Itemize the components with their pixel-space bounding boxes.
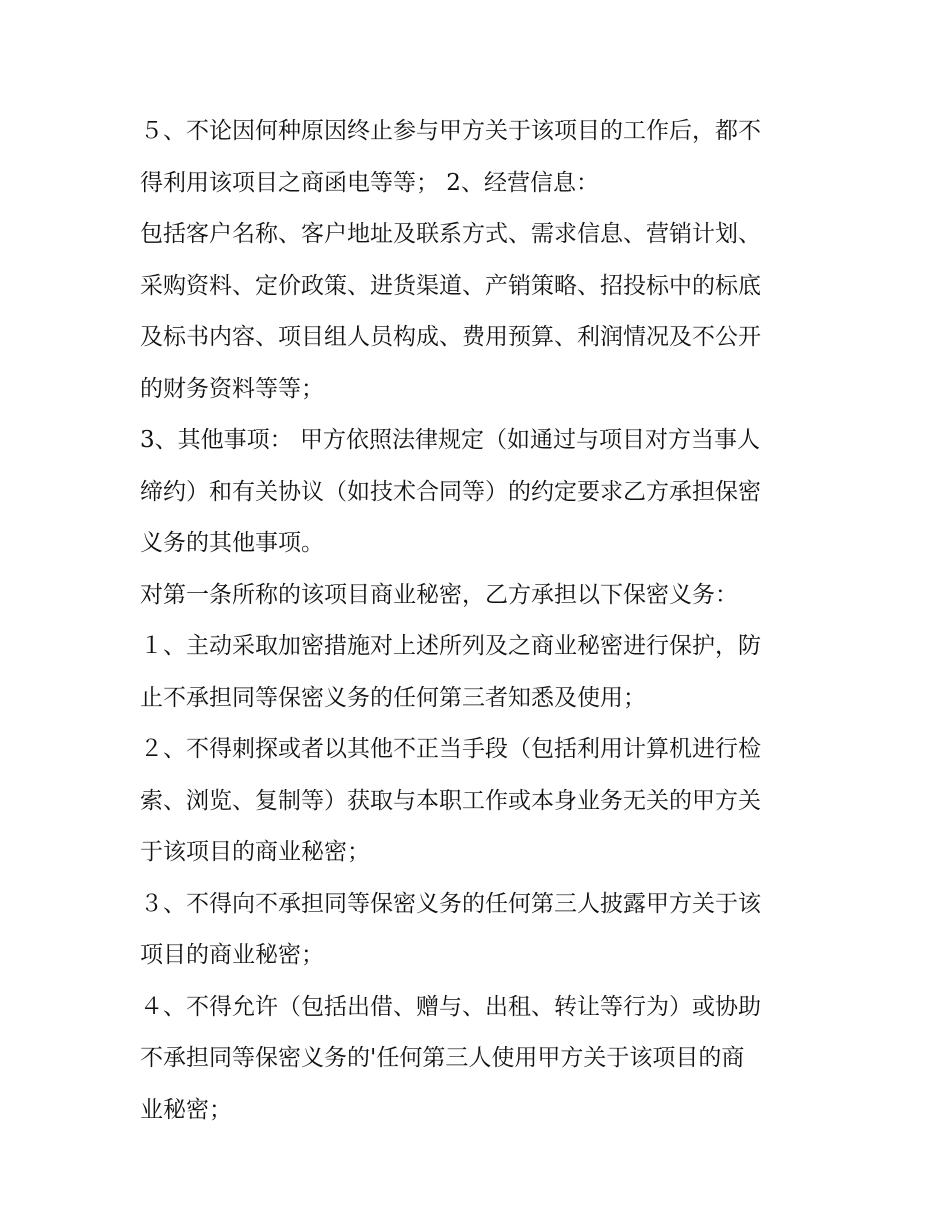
text-line: 得利用该项目之商函电等等； 2、经营信息： bbox=[140, 169, 599, 196]
text-line: 于该项目的商业秘密； bbox=[140, 839, 370, 865]
text-line: 不承担同等保密义务的'任何第三人使用甲方关于该项目的商 bbox=[140, 1045, 745, 1071]
text-line: ４、不得允许（包括出借、赠与、出租、转让等行为）或协助 bbox=[140, 993, 761, 1020]
text-line: ５、不论因何种原因终止参与甲方关于该项目的工作后，都不 bbox=[140, 118, 761, 144]
text-line: 的财务资料等等； bbox=[140, 375, 324, 402]
document-body bbox=[140, 108, 820, 1138]
text-line: ３、不得向不承担同等保密义务的任何第三人披露甲方关于该 bbox=[140, 890, 761, 917]
text-line: 义务的其他事项。 bbox=[140, 530, 324, 556]
text-line: 3、其他事项： 甲方依照法律规定（如通过与项目对方当事人 bbox=[140, 427, 760, 453]
text-line: 止不承担同等保密义务的任何第三者知悉及使用； bbox=[140, 684, 646, 711]
text-line: 包括客户名称、客户地址及联系方式、需求信息、营销计划、 bbox=[140, 221, 761, 247]
text-line: 缔约）和有关协议（如技术合同等）的约定要求乙方承担保密 bbox=[140, 478, 761, 505]
text-line: 采购资料、定价政策、进货渠道、产销策略、招投标中的标底 bbox=[140, 272, 761, 299]
text-line: 索、浏览、复制等）获取与本职工作或本身业务无关的甲方关 bbox=[140, 787, 761, 814]
text-line: 业秘密； bbox=[140, 1096, 232, 1123]
text-line: １、主动采取加密措施对上述所列及之商业秘密进行保护，防 bbox=[140, 633, 761, 659]
text-line: 对第一条所称的该项目商业秘密，乙方承担以下保密义务： bbox=[140, 581, 738, 608]
text-line: 项目的商业秘密； bbox=[140, 942, 324, 968]
text-line: ２、不得刺探或者以其他不正当手段（包括利用计算机进行检 bbox=[140, 736, 761, 762]
text-line: 及标书内容、项目组人员构成、费用预算、利润情况及不公开 bbox=[140, 324, 761, 350]
